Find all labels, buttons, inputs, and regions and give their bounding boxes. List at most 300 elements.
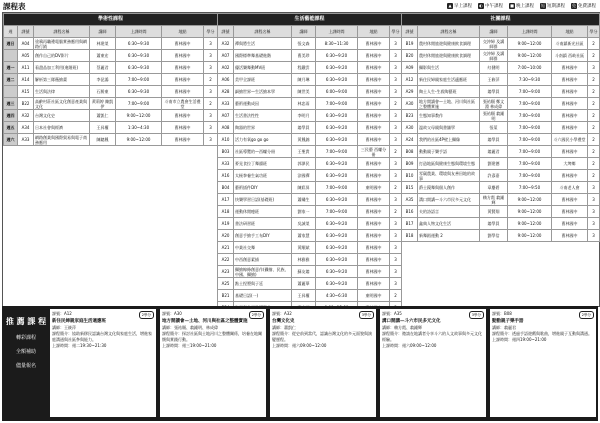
course-place: 斗六國民小學禮堂: [552, 134, 588, 146]
course-credit: 2: [390, 206, 402, 218]
course-time: 7:00~9:00: [316, 98, 358, 110]
course-name: 動動親子樂手語: [418, 146, 480, 158]
course-no: A35: [402, 194, 418, 206]
table-row[interactable]: [218, 134, 402, 146]
course-name: 看盡品加工利用(進階班): [34, 62, 90, 74]
table-row[interactable]: [4, 98, 218, 110]
table-row[interactable]: [4, 134, 218, 146]
course-name: 生活與法律: [34, 86, 90, 98]
course-no: A07: [218, 50, 234, 62]
course-credit: 2: [390, 146, 402, 158]
course-place: 曹林國中: [358, 134, 390, 146]
card-teacher: 講師：蕭凱仁: [272, 325, 296, 330]
card-time: 上課時間：週二19:30~21:30: [52, 343, 107, 348]
table-row[interactable]: [4, 122, 218, 134]
course-no: A24: [402, 134, 418, 146]
course-place: 曹林國中: [552, 86, 588, 98]
credit-badge: 3學分: [469, 311, 484, 319]
course-place: 曹林國中: [358, 254, 390, 266]
course-no: B20: [402, 50, 418, 62]
course-place: 斗南市立農會生活禮堂: [162, 98, 204, 110]
card-desc: 課程簡介：邀請在地講者分享斗六的人文故事與多元文化經驗。: [382, 331, 482, 342]
col-name: 課程名稱: [34, 26, 90, 38]
table-row[interactable]: [402, 38, 600, 50]
course-credit: 2: [588, 38, 600, 50]
course-no: A17: [218, 194, 234, 206]
course-credit: 2: [588, 86, 600, 98]
promo-title: 推 薦 課 程: [5, 317, 47, 326]
course-name: 陶器的世界: [234, 122, 292, 134]
course-time: 6:30~9:20: [316, 218, 358, 230]
table-row[interactable]: [218, 182, 402, 194]
table-row[interactable]: [218, 122, 402, 134]
course-credit: 3: [588, 218, 600, 230]
course-no: A29: [402, 86, 418, 98]
card-no: 課號：A12: [52, 311, 72, 316]
social-section-title: 社團課程: [402, 14, 600, 26]
course-no: A06: [218, 74, 234, 86]
table-row[interactable]: [402, 206, 600, 218]
course-name: 中業社交舞: [234, 242, 292, 254]
course-time: 6:30~9:30: [116, 62, 162, 74]
course-name: 溝口開講—斗六市民多元文化: [418, 194, 480, 206]
course-name: 生態知事教作: [418, 110, 480, 122]
course-teacher: 章慶碧: [480, 182, 508, 194]
course-teacher: 郭澤民: [292, 158, 316, 170]
course-time: 6:30~9:20: [316, 134, 358, 146]
course-no: B18: [402, 230, 418, 242]
course-no: B23: [402, 110, 418, 122]
course-credit: 3: [390, 62, 402, 74]
course-credit: 2: [204, 98, 218, 110]
course-no: B17: [402, 218, 418, 230]
course-teacher: 石勝東: [90, 86, 116, 98]
col-name: 課程名稱: [234, 26, 292, 38]
card-time: 上課時間：週六09:00~12:00: [272, 343, 327, 348]
course-place: 曹林國中: [162, 62, 204, 74]
course-place: 曹林國中: [358, 230, 390, 242]
table-row[interactable]: [218, 38, 402, 50]
table-row[interactable]: [218, 290, 402, 302]
course-time: 7:00~9:00: [116, 74, 162, 86]
table-row[interactable]: [402, 170, 600, 182]
col-place: 地點: [162, 26, 204, 38]
course-credit: 3: [390, 218, 402, 230]
course-time: 6:30~9:30: [116, 86, 162, 98]
day-cell: 週一: [4, 62, 18, 74]
recommend-card[interactable]: [380, 309, 486, 417]
course-no: A12: [402, 74, 418, 86]
course-place: 曹林國中: [358, 170, 390, 182]
course-credit: 3: [390, 50, 402, 62]
course-no: A16: [218, 170, 234, 182]
course-teacher: 林忠雨: [292, 98, 316, 110]
course-teacher: 黃鳳錦: [292, 134, 316, 146]
course-credit: 3: [588, 62, 600, 74]
table-row[interactable]: [402, 182, 600, 194]
course-time: 7:00~9:00: [316, 206, 358, 218]
table-row[interactable]: [402, 122, 600, 134]
course-place: 曹林國中: [358, 218, 390, 230]
course-credit: 3: [390, 122, 402, 134]
recommend-card[interactable]: [50, 309, 156, 417]
course-credit: 3: [390, 194, 402, 206]
table-row[interactable]: [402, 146, 600, 158]
course-no: B19: [402, 38, 418, 50]
table-row[interactable]: [4, 110, 218, 122]
table-row[interactable]: [218, 62, 402, 74]
course-teacher: 曹美珍: [292, 50, 316, 62]
course-credit: 3: [390, 158, 402, 170]
course-name: 零碳農業、環境與友善田地的故事: [418, 170, 480, 182]
course-name: 網路創業與國際貿易與電子商務應用: [34, 134, 90, 146]
course-credit: 2: [588, 50, 600, 62]
course-no: B15: [402, 182, 418, 194]
card-time: 上課時間：週四19:00~21:00: [492, 337, 547, 342]
course-time: 6:30~9:20: [316, 110, 358, 122]
recommend-card[interactable]: [160, 309, 266, 417]
course-time: 6:30~9:20: [316, 254, 358, 266]
course-credit: 3: [588, 182, 600, 194]
course-place: 斗南鎮 西岐社區: [552, 50, 588, 62]
course-place: 曹林國中: [552, 146, 588, 158]
course-no: A05: [18, 50, 34, 62]
course-place: 曹林國中: [552, 230, 588, 242]
table-row[interactable]: [218, 74, 402, 86]
table-row[interactable]: [218, 170, 402, 182]
col-credit: 學分: [390, 26, 402, 38]
course-teacher: 劉家一: [292, 206, 316, 218]
course-name: 高齡村莊社區文化創意產業與文化: [34, 98, 90, 110]
course-credit: 3: [390, 266, 402, 278]
course-teacher: 張祐順 翁鍾明: [480, 110, 508, 122]
course-name: 基礎日語(一): [234, 290, 292, 302]
course-credit: 3: [390, 230, 402, 242]
course-time: 6:30~9:20: [316, 50, 358, 62]
course-name: 夫的詩語言: [418, 206, 480, 218]
course-name: 地方開讀會—土地、河川與社區之整體實施: [418, 98, 480, 110]
course-teacher: 蔡麗君: [90, 62, 116, 74]
col-no: 課號: [18, 26, 34, 38]
course-time: 6:00~9:00: [316, 86, 358, 98]
table-row[interactable]: [218, 230, 402, 242]
course-no: B22: [18, 98, 34, 110]
legend-item-free: 免 免費課程: [572, 3, 596, 9]
course-place: 曹林國中: [358, 194, 390, 206]
course-name: 解析第三隊薇繪畫: [34, 74, 90, 86]
table-row[interactable]: [4, 74, 218, 86]
course-no: A32: [218, 38, 234, 50]
course-name: 中西創意素描: [234, 254, 292, 266]
course-credit: 2: [390, 182, 402, 194]
promo-line-2: 全額補助: [15, 349, 36, 355]
course-teacher: 劉學信: [480, 230, 508, 242]
academic-table: [3, 13, 218, 146]
course-time: 9:00~12:00: [508, 218, 552, 230]
course-time: 7:00~9:00: [508, 158, 552, 170]
course-teacher: 張文森: [292, 38, 316, 50]
table-row[interactable]: [218, 218, 402, 230]
course-place: 曹林國中: [358, 110, 390, 122]
table-row[interactable]: [402, 98, 600, 110]
course-credit: 2: [588, 122, 600, 134]
legend: [447, 3, 596, 9]
table-row[interactable]: [402, 74, 600, 86]
table-row[interactable]: [4, 62, 218, 74]
course-teacher: 王昇權: [90, 122, 116, 134]
course-no: A28: [218, 86, 234, 98]
course-teacher: 蕭東宏: [90, 50, 116, 62]
course-no: A33: [218, 158, 234, 170]
table-row[interactable]: [218, 86, 402, 98]
schedule-sheet: [2, 12, 600, 307]
course-name: 美甲全課班: [234, 74, 292, 86]
course-no: B16: [402, 206, 418, 218]
course-time: 7:00~9:00: [508, 86, 552, 98]
course-no: A34: [18, 122, 34, 134]
course-name: 溫故父母親與書舖學: [418, 122, 480, 134]
table-row[interactable]: [218, 254, 402, 266]
course-credit: 2: [204, 74, 218, 86]
day-cell: 週五: [4, 122, 18, 134]
table-row[interactable]: [218, 266, 402, 278]
course-name: 新舞蹈運動 2: [418, 230, 480, 242]
card-no: 課號：A35: [382, 311, 402, 316]
course-time: 7:00~9:50: [508, 182, 552, 194]
course-credit: 3: [204, 50, 218, 62]
course-teacher: 翁學員: [480, 134, 508, 146]
course-teacher: 李昆鴻: [90, 74, 116, 86]
course-name: 爵士鏡舞與個人創作: [418, 182, 480, 194]
course-credit: 2: [588, 158, 600, 170]
course-credit: 2: [588, 98, 600, 110]
course-no: A02: [218, 62, 234, 74]
course-name: 藝術插件DIY: [234, 182, 292, 194]
table-row[interactable]: [402, 158, 600, 170]
course-time: 7:30~9:30: [508, 74, 552, 86]
table-row[interactable]: [218, 98, 402, 110]
recommend-card[interactable]: [490, 309, 596, 417]
course-no: B09: [402, 158, 418, 170]
course-time: 6:30~9:20: [316, 278, 358, 290]
course-place: 斗南鎮新光社區: [552, 38, 588, 50]
course-time: 8:30~11:30: [316, 38, 358, 50]
course-no: A23: [218, 266, 234, 278]
course-place: 曹林國中: [162, 50, 204, 62]
card-teacher: 講師：賴方霞、翁鍾輝: [382, 325, 422, 330]
course-place: 曹林國中: [358, 86, 390, 98]
card-time: 上課時間：週三19:00~21:00: [162, 343, 217, 348]
course-teacher: 蘇友翁: [292, 266, 316, 278]
course-time: 7:00~9:00: [316, 182, 358, 194]
course-no: A09: [402, 62, 418, 74]
course-credit: 3: [204, 62, 218, 74]
course-teacher: 賴方霞 翁鍾輝: [480, 194, 508, 206]
course-no: A11: [18, 62, 34, 74]
course-name: 運動休閒瘦班: [234, 206, 292, 218]
col-place: 地點: [358, 26, 390, 38]
card-no: 課號：A32: [272, 311, 292, 316]
col-day: 週: [4, 26, 18, 38]
course-teacher: 王筱萍: [480, 74, 508, 86]
course-time: 6:30~9:20: [316, 158, 358, 170]
page-title: 課程表: [3, 2, 26, 11]
card-no: 課號：B08: [492, 311, 512, 316]
col-no: 課號: [402, 26, 418, 38]
table-row[interactable]: [402, 110, 600, 122]
course-no: B08: [402, 146, 418, 158]
course-time: 7:00~10:00: [508, 62, 552, 74]
col-teacher: 講師: [292, 26, 316, 38]
course-time: 7:00~9:00: [508, 98, 552, 110]
course-time: 6:30~9:20: [316, 62, 358, 74]
card-teacher: 講師：王筱萍: [52, 325, 76, 330]
card-teacher: 講師：張祐順、翁鍾明、林成偉: [162, 325, 218, 330]
course-time: 9:00~12:00: [508, 194, 552, 206]
table-row[interactable]: [402, 194, 600, 206]
course-teacher: 陳聰鳳: [90, 134, 116, 146]
course-time: 4:30~6:30: [316, 290, 358, 302]
course-place: 曹林國中: [552, 110, 588, 122]
course-teacher: 黃順斌: [292, 242, 316, 254]
credit-badge: 3學分: [359, 311, 374, 319]
promo-line-1: 轉彩課程: [15, 335, 36, 341]
day-cell: [4, 86, 18, 98]
table-row[interactable]: [402, 62, 600, 74]
course-time: 9:00~12:00: [116, 134, 162, 146]
table-row[interactable]: [4, 50, 218, 62]
course-time: 1:30~4:30: [116, 122, 162, 134]
col-place: 地點: [552, 26, 588, 38]
course-time: 6:30~9:20: [316, 122, 358, 134]
course-name: 快樂學習日語(基礎班): [234, 194, 292, 206]
course-teacher: 翁學員: [480, 86, 508, 98]
course-teacher: 蕭麗華: [292, 278, 316, 290]
course-place: 東明國中: [358, 290, 390, 302]
course-place: 曹林國中: [358, 266, 390, 278]
course-credit: 3: [588, 206, 600, 218]
table-row[interactable]: [402, 134, 600, 146]
table-row[interactable]: [218, 278, 402, 290]
course-time: 7:00~9:00: [316, 146, 358, 158]
course-time: 6:30~9:20: [316, 170, 358, 182]
table-row[interactable]: [218, 242, 402, 254]
table-row[interactable]: [218, 146, 402, 158]
course-teacher: 劉建德: [480, 158, 508, 170]
course-place: 斗南老人會: [552, 182, 588, 194]
recommend-card[interactable]: [270, 309, 376, 417]
course-no: B21: [218, 290, 234, 302]
table-row[interactable]: [402, 218, 600, 230]
course-credit: 3: [204, 38, 218, 50]
course-teacher: 陳彩屏: [292, 182, 316, 194]
course-time: 6:30~9:20: [316, 74, 358, 86]
course-place: 曹林國中: [552, 206, 588, 218]
course-place: 曹林國中: [162, 110, 204, 122]
course-no: A30: [402, 98, 418, 110]
table-row[interactable]: [218, 194, 402, 206]
course-teacher: 王昇權: [292, 290, 316, 302]
course-place: 曹林國中: [552, 194, 588, 206]
course-credit: 2: [390, 98, 402, 110]
table-row[interactable]: [402, 50, 600, 62]
course-place: 曹林國中: [358, 98, 390, 110]
course-time: 6:30~9:20: [316, 194, 358, 206]
course-name: 禪與將生活: [234, 38, 292, 50]
course-teacher: 黃莉婷 陳凱伊: [90, 98, 116, 110]
table-row[interactable]: [218, 206, 402, 218]
table-row[interactable]: [218, 50, 402, 62]
course-name: 國際標準舞基礎進階: [234, 50, 292, 62]
course-credit: 3: [390, 74, 402, 86]
course-credit: 3: [588, 230, 600, 242]
course-teacher: 陳世美: [292, 86, 316, 98]
table-row[interactable]: [402, 230, 600, 242]
card-course-name: 地方開讀會—土地、河川與社區之整體實施: [162, 319, 248, 324]
credit-badge: 2學分: [139, 311, 154, 319]
course-place: 東明國中: [358, 182, 390, 194]
course-teacher: 林雅雅: [292, 254, 316, 266]
card-desc: 課程簡介：探討社區與土地河川之整體關係，培養在地關懷與實踐行動。: [162, 331, 262, 342]
course-place: 三民藝 西螺分冊: [358, 146, 390, 158]
card-desc: 課程簡介：透過手語遊戲與歌曲，增進親子互動與溝通。: [492, 331, 592, 336]
day-cell: 週六: [4, 134, 18, 146]
course-time: 7:00~9:00: [508, 146, 552, 158]
day-cell: [4, 50, 18, 62]
table-row[interactable]: [4, 86, 218, 98]
course-no: B10: [402, 170, 418, 182]
course-place: 曹林國中: [162, 38, 204, 50]
table-row[interactable]: [218, 158, 402, 170]
course-name: 生活書法性性: [234, 110, 292, 122]
table-row[interactable]: [4, 38, 218, 50]
card-no: 課號：A30: [162, 311, 182, 316]
course-no: A08: [218, 122, 234, 134]
course-no: B03: [218, 146, 234, 158]
course-time: 9:00~12:00: [508, 38, 552, 50]
course-credit: 2: [588, 146, 600, 158]
course-credit: 3: [390, 134, 402, 146]
life-table: [217, 13, 402, 314]
course-place: 曹林國中: [358, 38, 390, 50]
course-time: 6:30~9:20: [316, 230, 358, 242]
course-teacher: 王聖貴: [292, 146, 316, 158]
course-place: 曹林國中: [162, 134, 204, 146]
card-teacher: 講師：翁麗君: [492, 325, 516, 330]
legend-item-noon: ◐ 中午課程: [479, 3, 503, 9]
table-row[interactable]: [218, 110, 402, 122]
course-time: 6:30~9:20: [316, 242, 358, 254]
col-time: 上課時間: [508, 26, 552, 38]
course-name: 麥見食拉丁舞韻班: [234, 158, 292, 170]
promo-line-3: 儘量報名: [15, 363, 36, 369]
course-name: 藝術運動成因: [234, 98, 292, 110]
course-credit: 2: [588, 110, 600, 122]
course-time: 9:00~12:00: [508, 230, 552, 242]
course-place: 曹林國中: [552, 218, 588, 230]
col-time: 上課時間: [116, 26, 162, 38]
course-place: 曹林國中: [552, 98, 588, 110]
col-credit: 學分: [204, 26, 218, 38]
table-row[interactable]: [402, 86, 600, 98]
course-name: 新住民婦親家庭生活適應班: [418, 74, 480, 86]
credit-badge: 2學分: [249, 311, 264, 319]
course-name: 社區導覽的—西螺分冊: [234, 146, 292, 158]
course-no: A32: [18, 110, 34, 122]
course-name: 細繪世界—生活繪本學: [234, 86, 292, 98]
card-course-name: 台灣文化史: [272, 319, 295, 324]
course-time: 7:00~9:00: [508, 122, 552, 134]
